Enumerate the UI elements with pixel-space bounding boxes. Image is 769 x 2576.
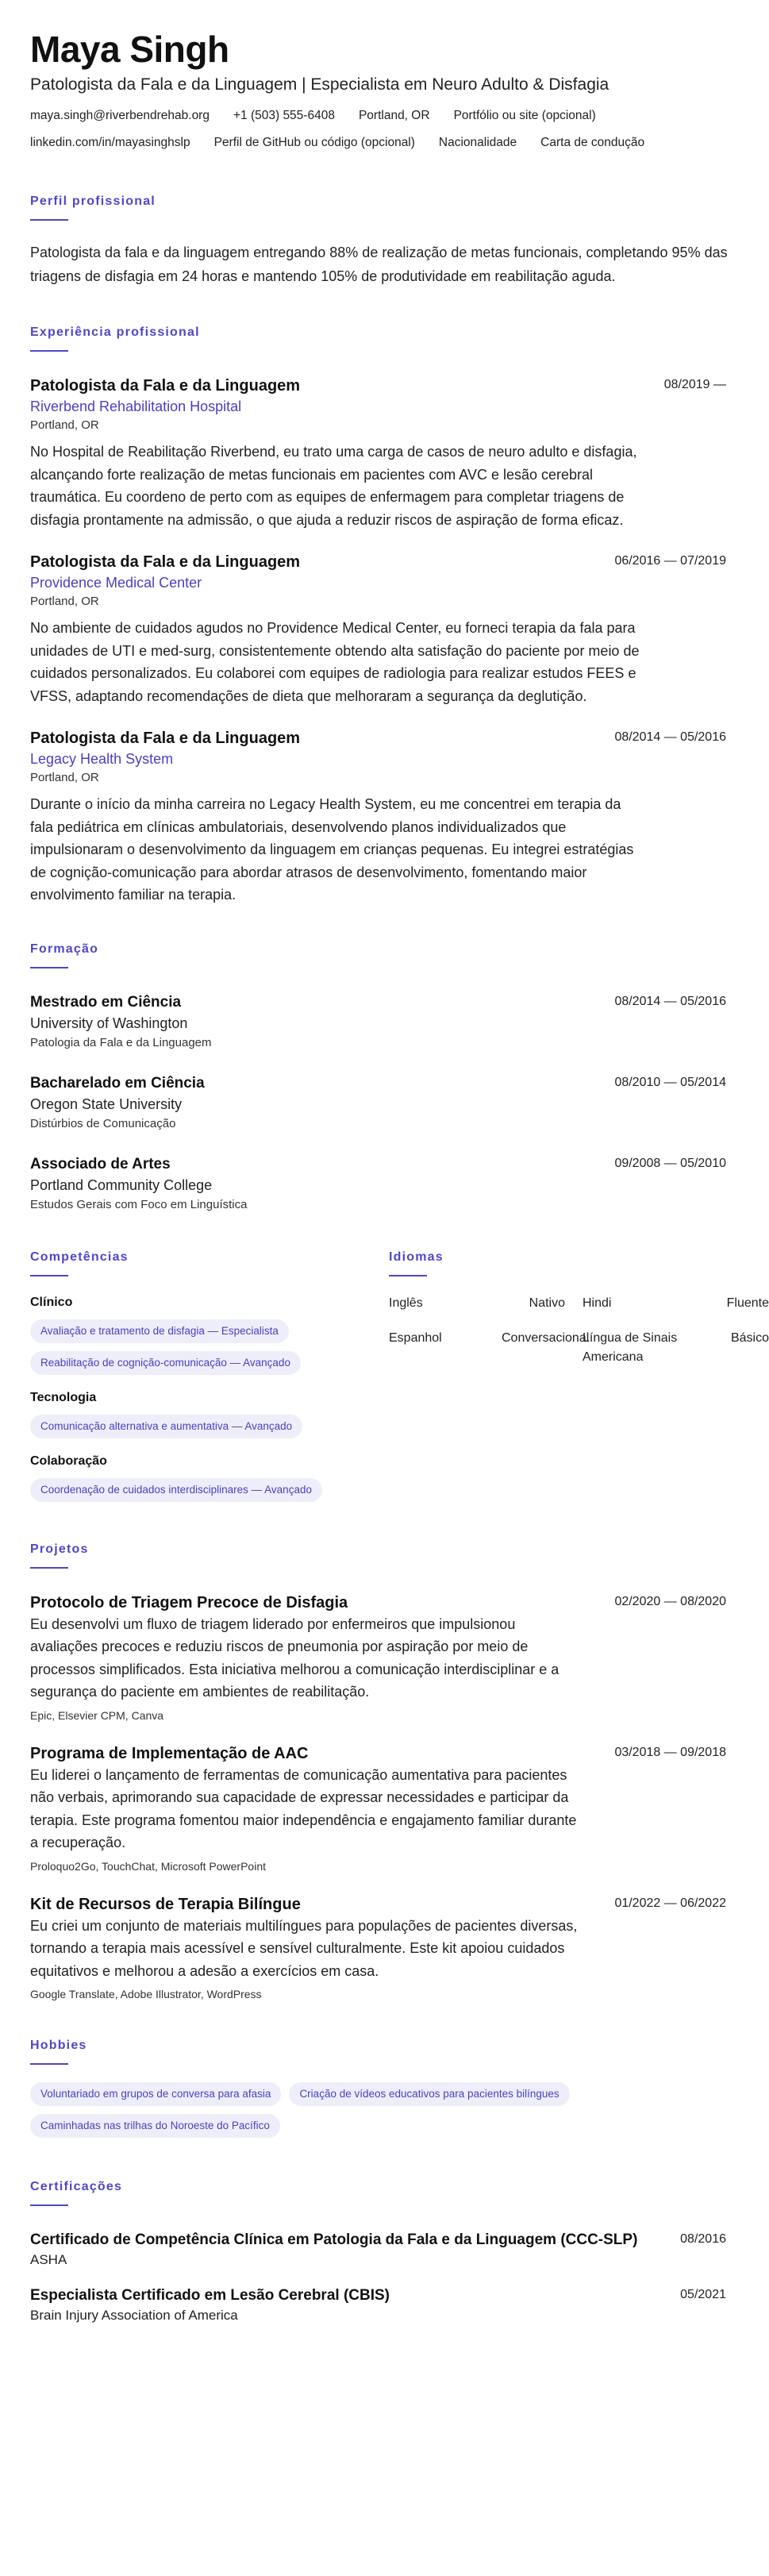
- degree: Bacharelado em Ciência: [30, 1074, 205, 1092]
- contact-linkedin[interactable]: linkedin.com/in/mayasinghslp: [30, 136, 190, 149]
- hobby-tag: Caminhadas nas trilhas do Noroeste do Pacífico: [30, 2114, 280, 2138]
- section-divider: [30, 219, 68, 221]
- section-divider: [30, 1567, 68, 1569]
- summary-text: Patologista da fala e da linguagem entregando 88% de realização de metas funcionais, completando 95% das triagens de disfagia em 24 horas e mantendo 105% de produtividade em reabilitação aguda.: [30, 245, 728, 284]
- education-dates: 09/2008 — 05/2010: [614, 1156, 726, 1170]
- experience-section: [30, 325, 726, 907]
- section-title: Projetos: [30, 1542, 89, 1556]
- certification-issuer: Brain Injury Association of America: [30, 2308, 238, 2323]
- school-name: Portland Community College: [30, 1176, 213, 1193]
- education-dates: 08/2014 — 05/2016: [614, 994, 726, 1008]
- education-item: [30, 1073, 726, 1134]
- skills-languages-row: [30, 1249, 769, 1510]
- contact-nationality: Nacionalidade: [438, 136, 517, 149]
- section-title: Certificações: [30, 2180, 123, 2193]
- job-dates: 08/2019 —: [663, 378, 726, 391]
- project-name: Programa de Implementação de AAC: [30, 1744, 309, 1762]
- education-item: [30, 1154, 726, 1215]
- field-of-study: Patologia da Fala e da Linguagem: [30, 1035, 212, 1049]
- job-location: Portland, OR: [30, 595, 99, 608]
- education-section: [30, 941, 726, 1215]
- certification-item: [30, 2230, 726, 2270]
- project-item: [30, 1743, 726, 1875]
- section-title: Perfil profissional: [30, 194, 156, 208]
- skill-group: [30, 1453, 389, 1510]
- project-item: [30, 1894, 726, 2004]
- language-level: Conversacional: [502, 1330, 590, 1345]
- certification-issuer: ASHA: [30, 2252, 67, 2267]
- certification-name: Especialista Certificado em Lesão Cerebral (CBIS): [30, 2287, 390, 2304]
- skill-tag: Reabilitação de cognição-comunicação — Avançado: [30, 1351, 301, 1375]
- job-title: Patologista da Fala e da Linguagem: [30, 553, 301, 571]
- section-divider: [30, 1275, 68, 1276]
- project-tools: Epic, Elsevier CPM, Canva: [30, 1708, 164, 1722]
- section-title: Hobbies: [30, 2039, 87, 2052]
- language-level: Nativo: [529, 1296, 565, 1310]
- certification-name: Certificado de Competência Clínica em Patologia da Fala e da Linguagem (CCC-SLP): [30, 2231, 638, 2248]
- project-tools: Google Translate, Adobe Illustrator, WordPress: [30, 1988, 262, 2000]
- skill-category: Tecnologia: [30, 1390, 97, 1404]
- section-title: Idiomas: [389, 1249, 444, 1264]
- contact-portfolio[interactable]: Portfólio ou site (opcional): [453, 109, 596, 122]
- experience-item: [30, 552, 726, 707]
- job-location: Portland, OR: [30, 771, 99, 784]
- job-dates: 08/2014 — 05/2016: [614, 730, 726, 744]
- project-item: [30, 1592, 726, 1724]
- project-dates: 01/2022 — 06/2022: [614, 1896, 726, 1910]
- summary-section: [30, 194, 726, 288]
- skill-tag: Comunicação alternativa e aumentativa — Avançado: [30, 1415, 302, 1438]
- experience-item: [30, 375, 726, 531]
- employer-name: Legacy Health System: [30, 751, 174, 767]
- skills-section: [30, 1249, 389, 1510]
- certification-date: 05/2021: [680, 2288, 726, 2301]
- hobby-list: [30, 2082, 729, 2146]
- certification-item: [30, 2285, 726, 2325]
- project-tools: Proloquo2Go, TouchChat, Microsoft PowerPoint: [30, 1859, 267, 1873]
- certification-date: 08/2016: [680, 2232, 726, 2246]
- certifications-section: [30, 2179, 726, 2325]
- language-name: Hindi: [583, 1296, 612, 1310]
- candidate-headline: Patologista da Fala e da Linguagem | Especialista em Neuro Adulto & Disfagia: [30, 75, 609, 94]
- section-title: Experiência profissional: [30, 325, 200, 339]
- field-of-study: Distúrbios de Comunicação: [30, 1116, 176, 1130]
- resume-header: [30, 29, 726, 151]
- school-name: University of Washington: [30, 1015, 188, 1031]
- education-dates: 08/2010 — 05/2014: [614, 1075, 726, 1089]
- language-name: Espanhol: [389, 1330, 442, 1345]
- contact-driving-license: Carta de condução: [540, 136, 645, 149]
- projects-section: [30, 1542, 726, 2004]
- section-divider: [30, 350, 68, 352]
- project-name: Kit de Recursos de Terapia Bilíngue: [30, 1895, 301, 1913]
- project-dates: 03/2018 — 09/2018: [614, 1745, 726, 1759]
- job-title: Patologista da Fala e da Linguagem: [30, 377, 301, 395]
- school-name: Oregon State University: [30, 1095, 183, 1112]
- job-title: Patologista da Fala e da Linguagem: [30, 730, 301, 747]
- project-description: Eu desenvolvi um fluxo de triagem liderado por enfermeiros que impulsionou avaliações precoces e reduziu riscos de pneumonia por aspiração por meio de processos simplificados. Esta iniciativa melhorou a comunicação interdisciplinar e a segurança do paciente em ambientes de reabilitação.: [30, 1615, 559, 1700]
- job-description: No ambiente de cuidados agudos no Providence Medical Center, eu forneci terapia da fala para unidades de UTI e med-surg, consistentemente obtendo alta satisfação do paciente por meio de cuidados personalizados. Eu colaborei com equipes de radiologia para realizar estudos FEES e VFSS, adaptando recomendações de dieta que melhoraram a segurança da deglutição.: [30, 620, 640, 704]
- language-level: Básico: [730, 1330, 769, 1345]
- degree: Mestrado em Ciência: [30, 993, 182, 1011]
- employer-name: Providence Medical Center: [30, 575, 202, 591]
- skill-group: [30, 1294, 389, 1383]
- job-location: Portland, OR: [30, 418, 99, 432]
- contact-list: [30, 108, 705, 151]
- field-of-study: Estudos Gerais com Foco em Linguística: [30, 1197, 248, 1211]
- hobby-tag: Voluntariado em grupos de conversa para afasia: [30, 2082, 281, 2106]
- language-level: Fluente: [726, 1296, 769, 1310]
- section-title: Competências: [30, 1249, 129, 1264]
- hobbies-section: [30, 2038, 726, 2146]
- skill-tag: Avaliação e tratamento de disfagia — Especialista: [30, 1319, 289, 1343]
- candidate-name: Maya Singh: [30, 29, 229, 70]
- job-dates: 06/2016 — 07/2019: [614, 554, 726, 568]
- skill-tag: Coordenação de cuidados interdisciplinares — Avançado: [30, 1478, 322, 1502]
- project-description: Eu criei um conjunto de materiais multilíngues para populações de pacientes diversas, tornando a terapia mais acessível e sensível culturalmente. Este kit apoiou cuidados equitativos e melhorou a adesão a exercícios em casa.: [30, 1917, 578, 1979]
- skill-category: Colaboração: [30, 1454, 107, 1468]
- section-divider: [30, 967, 68, 968]
- skill-group: [30, 1389, 389, 1446]
- job-description: No Hospital de Reabilitação Riverbend, eu trato uma carga de casos de neuro adulto e disfagia, alcançando forte realização de metas funcionais em pacientes com AVC e lesão cerebral traumática. Eu coordeno de perto com as equipes de enfermagem para completar triagens de disfagia prontamente na admissão, o que ajuda a reduzir riscos de aspiração de forma eficaz.: [30, 444, 637, 528]
- language-name: Inglês: [389, 1296, 423, 1310]
- education-item: [30, 992, 726, 1053]
- section-title: Formação: [30, 941, 99, 956]
- project-dates: 02/2020 — 08/2020: [614, 1594, 726, 1608]
- project-name: Protocolo de Triagem Precoce de Disfagia: [30, 1593, 348, 1611]
- contact-github[interactable]: Perfil de GitHub ou código (opcional): [213, 136, 415, 149]
- experience-item: [30, 728, 726, 907]
- hobby-tag: Criação de vídeos educativos para pacientes bilíngues: [289, 2082, 569, 2106]
- employer-name: Riverbend Rehabilitation Hospital: [30, 399, 242, 414]
- section-divider: [389, 1275, 427, 1276]
- contact-location: Portland, OR: [358, 109, 430, 122]
- contact-email[interactable]: maya.singh@riverbendrehab.org: [30, 109, 210, 122]
- section-divider: [30, 2063, 68, 2065]
- project-description: Eu liderei o lançamento de ferramentas de comunicação aumentativa para pacientes não verbais, aprimorando sua capacidade de expressar necessidades e participar da terapia. Este programa fomentou maior independência e engajamento familiar durante a recuperação.: [30, 1766, 577, 1850]
- language-list: [389, 1294, 769, 1367]
- contact-phone[interactable]: +1 (503) 555-6408: [233, 109, 335, 122]
- language-name: Língua de Sinais Americana: [583, 1330, 678, 1364]
- degree: Associado de Artes: [30, 1155, 171, 1172]
- skill-category: Clínico: [30, 1295, 73, 1309]
- section-divider: [30, 2204, 68, 2206]
- job-description: Durante o início da minha carreira no Legacy Health System, eu me concentrei em terapia da fala pediátrica em clínicas ambulatoriais, desenvolvendo planos individualizados que impulsionaram o desenvolvimento da linguagem em crianças pequenas. Eu integrei estratégias de cognição-comunicação para abordar atrasos de desenvolvimento, fomentando maior envolvimento familiar na terapia.: [30, 796, 634, 903]
- languages-section: [389, 1249, 769, 1510]
